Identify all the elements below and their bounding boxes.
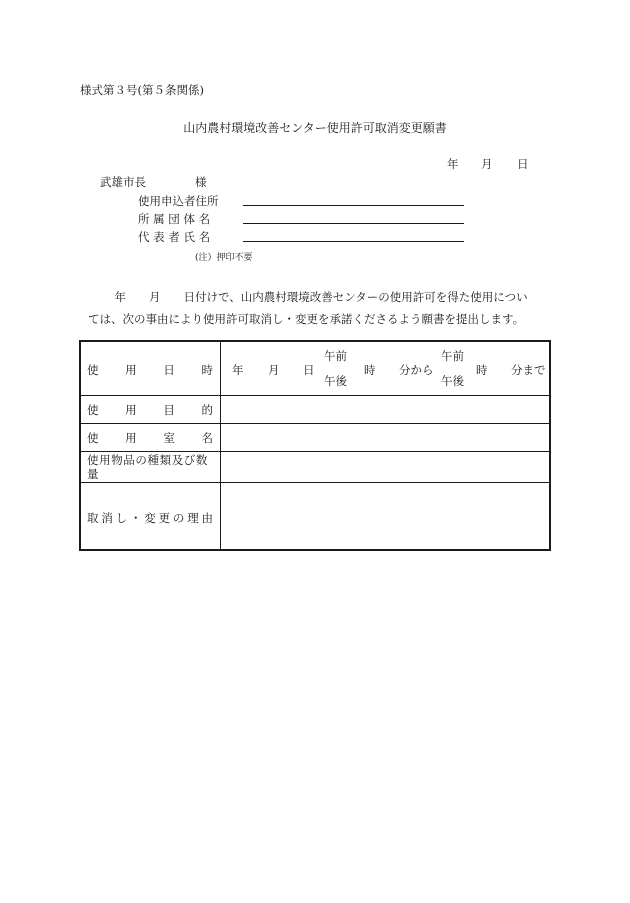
seal-note: (注）押印不要 [195,253,253,263]
applicant-representative-label: 代 表 者 氏 名 [138,230,211,244]
label-items: 使用物品の種類及び数量 [87,453,208,481]
row-items [81,451,549,483]
applicant-organization-label: 所 属 団 体 名 [138,212,211,226]
datetime-year: 年 [232,363,244,377]
label-room: 使 用 室 名 [87,431,213,445]
request-table [79,340,551,551]
datetime-hour-end: 時 [476,363,488,377]
applicant-organization-line[interactable] [243,223,464,224]
date-year: 年 [447,157,459,171]
date-day: 日 [517,157,529,171]
addressee [100,174,207,190]
datetime-hour-start: 時 [364,363,376,377]
row-reason [81,482,549,549]
addressee-name: 武雄市長 [100,175,146,189]
datetime-am-end[interactable]: 午前 [441,349,464,363]
datetime-month: 月 [268,363,280,377]
row-purpose [81,395,549,424]
datetime-am-start[interactable]: 午前 [324,349,347,363]
datetime-from: 分から [399,363,434,377]
request-body [80,286,550,330]
row-room [81,423,549,452]
row-usage-datetime [81,342,549,396]
label-usage-datetime: 使 用 日 時 [87,363,213,377]
request-body-line-2: ては、次の事由により使用許可取消し・変更を承諾くださるよう願書を提出します。 [88,312,525,326]
label-purpose: 使 用 目 的 [87,403,213,417]
form-number: 様式第３号(第５条関係) [80,83,204,97]
applicant-address-label: 使用申込者住所 [138,194,219,208]
applicant-representative-line[interactable] [243,241,464,242]
datetime-day: 日 [303,363,315,377]
addressee-honorific: 様 [195,175,207,189]
request-body-line-1: 年 月 日付けで、山内農村環境改善センターの使用許可を得た使用につい [80,290,528,304]
document-title: 山内農村環境改善センター使用許可取消変更願書 [183,121,447,135]
datetime-pm-start[interactable]: 午後 [324,374,347,388]
label-reason: 取 消 し ・ 変 更 の 理 由 [87,511,213,525]
datetime-until: 分まで [511,363,546,377]
table-column-divider [220,342,221,549]
datetime-pm-end[interactable]: 午後 [441,374,464,388]
applicant-address-line[interactable] [243,205,464,206]
date-month: 月 [481,157,493,171]
